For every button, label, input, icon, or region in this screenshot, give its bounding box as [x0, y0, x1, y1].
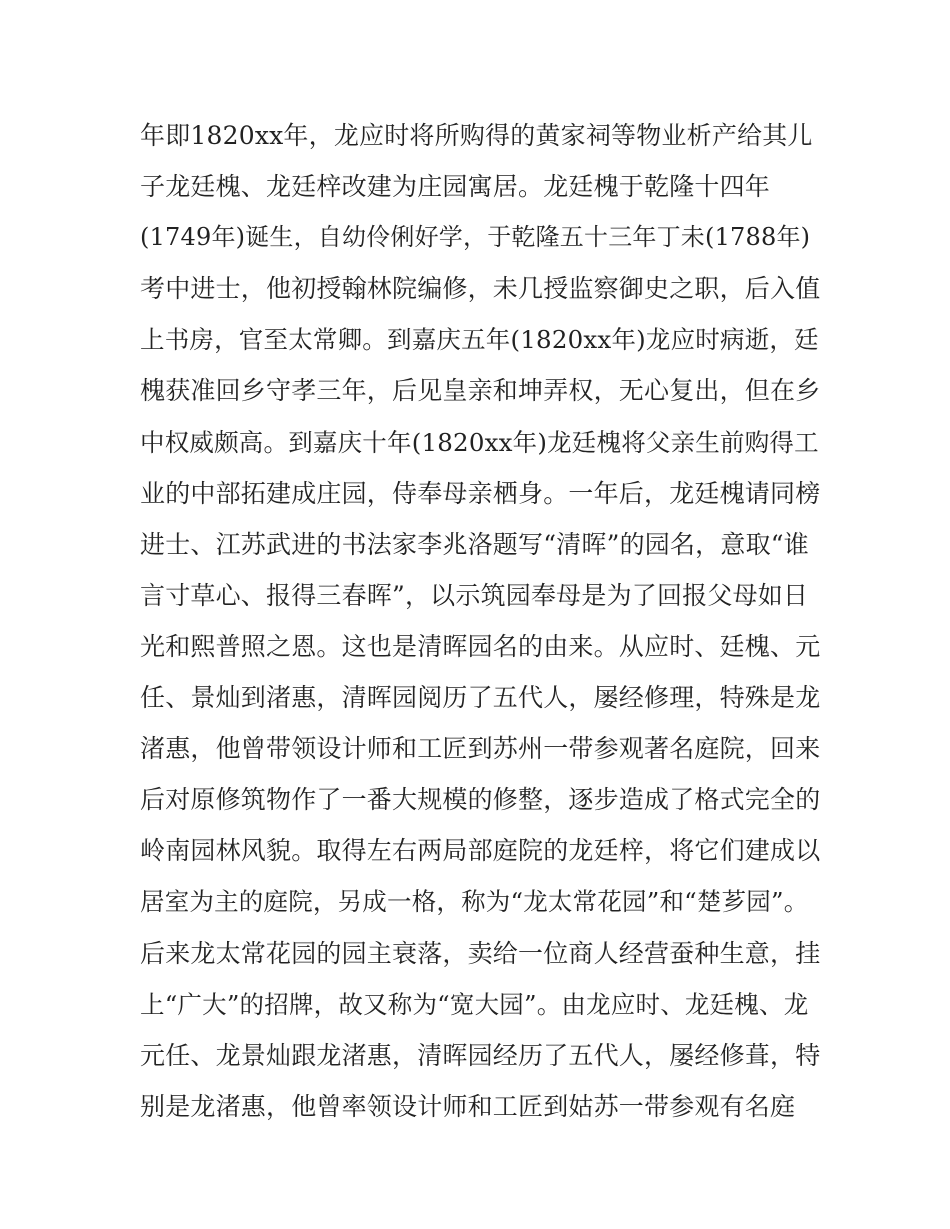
text-line: 元任、龙景灿跟龙渚惠，清晖园经历了五代人，屡经修葺，特 [140, 1040, 821, 1070]
text-line: 后对原修筑物作了一番大规模的修整，逐步造成了格式完全的 [140, 785, 821, 815]
text-line: 槐获准回乡守孝三年，后见皇亲和坤弄权，无心复出，但在乡 [140, 376, 821, 406]
text-line: 渚惠，他曾带领设计师和工匠到苏州一带参观著名庭院，回来 [140, 734, 821, 764]
body-text [140, 110, 820, 1132]
text-line: (1749年)诞生，自幼伶俐好学，于乾隆五十三年丁未(1788年) [140, 223, 811, 252]
text-line: 光和熙普照之恩。这也是清晖园名的由来。从应时、廷槐、元 [140, 631, 821, 661]
text-line: 年即1820xx年，龙应时将所购得的黄家祠等物业析产给其儿 [140, 121, 813, 150]
text-line: 子龙廷槐、龙廷梓改建为庄园寓居。龙廷槐于乾隆十四年 [140, 172, 771, 202]
text-line: 任、景灿到渚惠，清晖园阅历了五代人，屡经修理，特殊是龙 [140, 683, 821, 713]
text-line: 后来龙太常花园的园主衰落，卖给一位商人经营蚕种生意，挂 [140, 938, 821, 968]
text-line: 别是龙渚惠，他曾率领设计师和工匠到姑苏一带参观有名庭 [140, 1091, 796, 1121]
text-line: 岭南园林风貌。取得左右两局部庭院的龙廷梓，将它们建成以 [140, 836, 821, 866]
text-line: 中权威颇高。到嘉庆十年(1820xx年)龙廷槐将父亲生前购得工 [140, 427, 819, 457]
text-line: 上“广大”的招牌，故又称为“宽大园”。由龙应时、龙廷槐、龙 [140, 989, 809, 1019]
text-line: 业的中部拓建成庄园，侍奉母亲栖身。一年后，龙廷槐请同榜 [140, 478, 821, 508]
text-line: 上书房，官至太常卿。到嘉庆五年(1820xx年)龙应时病逝，廷 [140, 325, 819, 355]
text-line: 进士、江苏武进的书法家李兆洛题写“清晖”的园名，意取“谁 [140, 529, 809, 559]
text-line: 考中进士，他初授翰林院编修，未几授监察御史之职，后入值 [140, 274, 821, 304]
text-line: 言寸草心、报得三春晖”，以示筑园奉母是为了回报父母如日 [140, 580, 809, 610]
text-line: 居室为主的庭院，另成一格，称为“龙太常花园”和“楚芗园”。 [140, 887, 809, 917]
